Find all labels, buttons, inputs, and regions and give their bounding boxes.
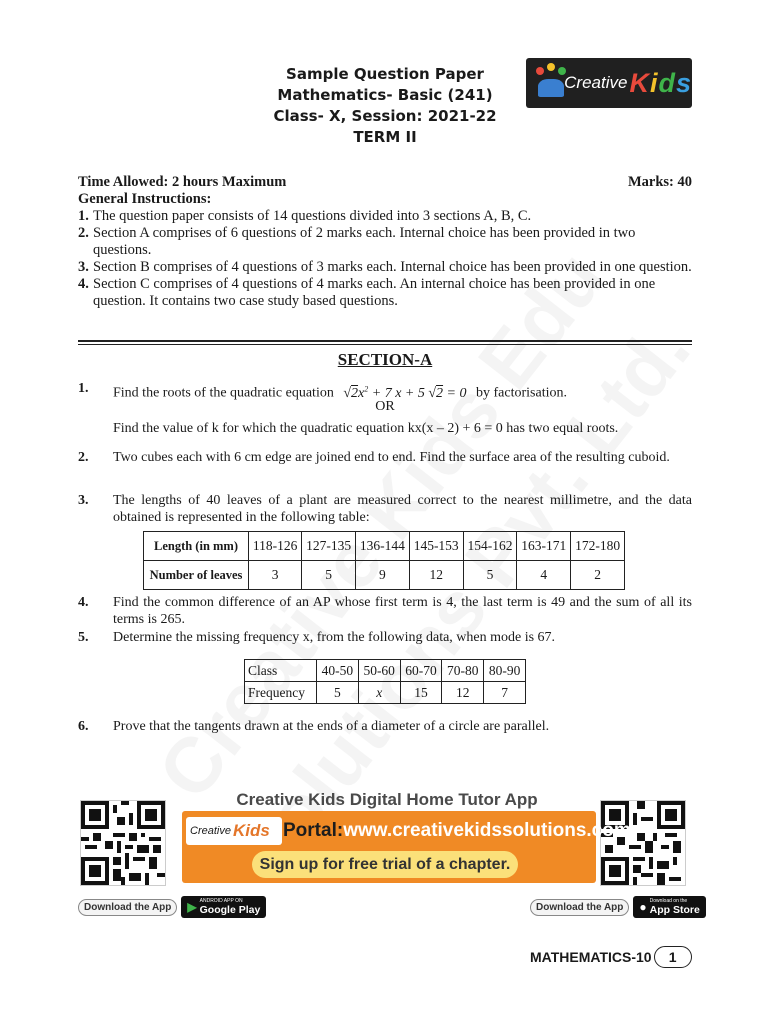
- paper-title: [240, 64, 530, 148]
- table-cell: x: [358, 682, 400, 704]
- table-cell: 172-180: [571, 532, 625, 561]
- mode-table: [244, 659, 526, 704]
- portal-link[interactable]: [283, 820, 639, 842]
- table-cell: 2: [571, 561, 625, 590]
- title-line-4: TERM II: [353, 128, 417, 146]
- logo-text-kids: Kids: [629, 67, 692, 98]
- portal-url[interactable]: www.creativekidssolutions.com: [343, 820, 631, 841]
- table-cell: 60-70: [400, 660, 442, 682]
- title-line-3: Class- X, Session: 2021-22: [273, 107, 497, 125]
- question-1: 1. Find the roots of the quadratic equation $√2x^2 + 7$ x + 5 √2 = 0 by factorisation.: [78, 381, 567, 401]
- table-cell: 127-135: [302, 532, 356, 561]
- general-instructions-heading: General Instructions:: [78, 191, 212, 207]
- signup-button[interactable]: Sign up for free trial of a chapter.: [252, 851, 518, 878]
- app-banner-title: Creative Kids Digital Home Tutor App: [236, 790, 538, 809]
- table-cell: 154-162: [463, 532, 517, 561]
- table-header-cell: Frequency: [245, 682, 317, 704]
- table-cell: 145-153: [409, 532, 463, 561]
- leaves-table: [143, 531, 625, 590]
- banner-logo-creative: Creative: [190, 825, 231, 837]
- table-cell: 5: [302, 561, 356, 590]
- question-1-alternative: Find the value of k for which the quadratic equation kx(x – 2) + 6 = 0 has two equal roots.: [113, 421, 619, 436]
- table-header-cell: Class: [245, 660, 317, 682]
- qr-code-icon: [81, 801, 165, 885]
- table-cell: 3: [249, 561, 302, 590]
- divider-thin: [78, 344, 692, 345]
- portal-label: Portal:: [283, 820, 344, 841]
- instruction-item: 1. The question paper consists of 14 questions divided into 3 sections A, B, C.: [78, 208, 532, 224]
- table-header-cell: Number of leaves: [144, 561, 249, 590]
- q1-prefix: Find the roots of the quadratic equation: [113, 385, 334, 401]
- table-row: [144, 561, 625, 590]
- qr-code-left[interactable]: [80, 800, 166, 886]
- kids-figures-icon: [534, 63, 562, 103]
- google-play-button[interactable]: ▶ ANDROID APP ON Google Play: [181, 896, 266, 918]
- title-line-2: Mathematics- Basic (241): [277, 86, 493, 104]
- q1-suffix: by factorisation.: [476, 385, 567, 401]
- table-cell: 4: [517, 561, 571, 590]
- instructions-list: [78, 208, 692, 310]
- table-cell: 12: [442, 682, 484, 704]
- question-5: 5. Determine the missing frequency x, from the following data, when mode is 67.: [78, 630, 556, 645]
- table-cell: 70-80: [442, 660, 484, 682]
- question-6: 6. Prove that the tangents drawn at the ends of a diameter of a circle are parallel.: [78, 719, 550, 734]
- section-heading: SECTION-A: [337, 350, 433, 369]
- table-cell: 40-50: [317, 660, 359, 682]
- banner-logo: [186, 817, 282, 845]
- table-cell: 50-60: [358, 660, 400, 682]
- download-right[interactable]: [530, 896, 706, 918]
- divider-thick: [78, 340, 692, 342]
- apple-icon: ●: [639, 900, 647, 914]
- table-cell: 9: [356, 561, 410, 590]
- footer-subject: MATHEMATICS-10: [530, 949, 652, 965]
- table-cell: 7: [484, 682, 526, 704]
- play-store-icon: ▶: [187, 900, 197, 914]
- time-allowed: Time Allowed: 2 hours Maximum: [78, 174, 287, 190]
- table-cell: 5: [317, 682, 359, 704]
- question-4: 4. Find the common difference of an AP whose first term is 4, the last term is 49 and the sum of all its terms is 265.: [78, 595, 692, 627]
- table-row: [144, 532, 625, 561]
- question-2: 2. Two cubes each with 6 cm edge are joined end to end. Find the surface area of the resulting cuboid.: [78, 450, 670, 465]
- qr-code-right[interactable]: [600, 800, 686, 886]
- instruction-item: 3. Section B comprises of 4 questions of 3 marks each. Internal choice has been provided in one question.: [78, 259, 692, 275]
- table-cell: 15: [400, 682, 442, 704]
- instruction-item: 4. Section C comprises of 4 questions of 4 marks each. An internal choice has been provided in one question. It contains two case study based questions.: [78, 276, 656, 309]
- table-header-cell: Length (in mm): [144, 532, 249, 561]
- qr-code-icon: [601, 801, 685, 885]
- creative-kids-logo: [526, 58, 692, 108]
- question-3: 3. The lengths of 40 leaves of a plant are measured correct to the nearest millimetre, and the data obtained is represented in the following table:: [78, 493, 692, 525]
- table-cell: 5: [463, 561, 517, 590]
- instruction-item: 2. Section A comprises of 6 questions of 2 marks each. Internal choice has been provided in two questions.: [78, 225, 636, 258]
- table-cell: 118-126: [249, 532, 302, 561]
- table-row: [245, 682, 526, 704]
- title-line-1: Sample Question Paper: [286, 65, 484, 83]
- quadratic-equation: $√2x^2 + 7$ x + 5 √2 = 0: [343, 384, 467, 401]
- page-number: 1: [654, 946, 692, 968]
- banner-logo-kids: Kids: [232, 821, 270, 840]
- app-store-button[interactable]: ● Download on the App Store: [633, 896, 705, 918]
- table-row: [245, 660, 526, 682]
- table-cell: 163-171: [517, 532, 571, 561]
- table-cell: 136-144: [356, 532, 410, 561]
- max-marks: Marks: 40: [627, 174, 692, 190]
- page-footer: [530, 946, 692, 968]
- exam-meta: [78, 174, 692, 191]
- download-app-label: Download the App: [78, 899, 177, 916]
- table-cell: 12: [409, 561, 463, 590]
- or-separator: OR: [375, 399, 395, 414]
- download-left[interactable]: [78, 896, 266, 918]
- download-app-label: Download the App: [530, 899, 629, 916]
- logo-text-creative: Creative: [564, 73, 628, 92]
- table-cell: 80-90: [484, 660, 526, 682]
